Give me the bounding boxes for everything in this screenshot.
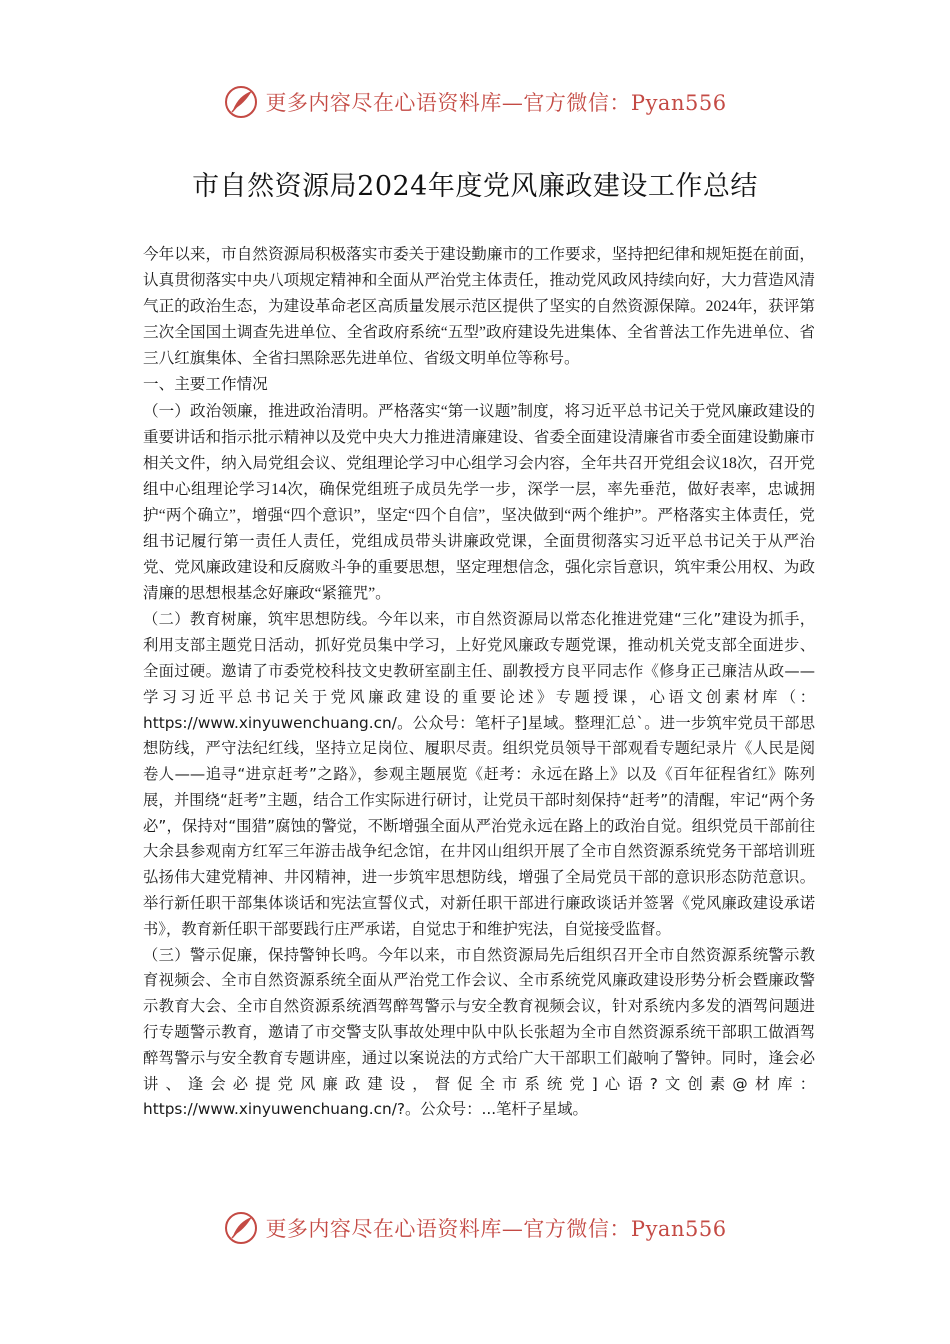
watermark-banner-top <box>0 82 950 122</box>
watermark-text: 更多内容尽在心语资料库—官方微信：Pyan556 <box>265 91 727 115</box>
watermark-text: 更多内容尽在心语资料库—官方微信：Pyan556 <box>265 1217 727 1241</box>
document-title: 市自然资源局2024年度党风廉政建设工作总结 <box>192 171 758 203</box>
subsection-warning-paragraph: （三）警示促廉，保持警钟长鸣。今年以来，市自然资源局先后组织召开全市自然资源系统警示教育视频会、全市自然资源系统全面从严治党工作会议、全市系统党风廉政建设形势分析会暨廉政警示教育大会、全市自然资源系统酒驾醉驾警示与安全教育视频会议，针对系统内多发的酒驾问题进行专题警示教育，邀请了市交警支队事故处理中队中队长张超为全市自然资源系统干部职工做酒驾醉驾警示与安全教育专题讲座，通过以案说法的方式给广大干部职工们敲响了警钟。同时，逢会必讲、逢会必提党风廉政建设，督促全市系统党]心语?文创素@材库：https://www.xinyuwenchuang.cn/?。公众号：...笔杆子星域。 <box>143 945 815 1119</box>
quill-logo-icon <box>223 84 259 120</box>
section-heading: 一、主要工作情况 <box>143 376 268 394</box>
document-body <box>143 242 815 1123</box>
quill-logo-icon <box>223 1210 259 1246</box>
watermark-banner-bottom <box>0 1208 950 1248</box>
subsection-education-paragraph: （二）教育树廉，筑牢思想防线。今年以来，市自然资源局以常态化推进党建“三化”建设为抓手，利用支部主题党日活动，抓好党员集中学习，上好党风廉政专题党课，推动机关党支部全面进步、全面过硬。邀请了市委党校科技文史教研室副主任、副教授方良平同志作《修身正己廉洁从政——学习习近平总书记关于党风廉政建设的重要论述》专题授课，心语文创素材库（：https://www.xinyuwenchuang.cn/。公众号：笔杆子]星域。整理汇总`。进一步筑牢党员干部思想防线，严守法纪红线，坚持立足岗位、履职尽责。组织党员领导干部观看专题纪录片《人民是阅卷人——追寻“进京赶考”之路》，参观主题展览《赶考：永远在路上》以及《百年征程省红》陈列展，并围绕“赶考”主题，结合工作实际进行研讨，让党员干部时刻保持“赶考”的清醒，牢记“两个务必”，保持对“围猎”腐蚀的警觉，不断增强全面从严治党永远在路上的政治自觉。组织党员干部前往大余县参观南方红军三年游击战争纪念馆，在井冈山组织开展了全市自然资源系统党务干部培训班弘扬伟大建党精神、井冈精神，进一步筑牢思想防线，增强了全局党员干部的意识形态防范意识。举行新任职干部集体谈话和宪法宣誓仪式，对新任职干部进行廉政谈话并签署《党风廉政建设承诺书》，教育新任职干部要践行庄严承诺，自觉忠于和维护宪法，自觉接受监督。 <box>143 610 815 938</box>
subsection-political-paragraph: （一）政治领廉，推进政治清明。严格落实“第一议题”制度，将习近平总书记关于党风廉政建设的重要讲话和指示批示精神以及党中央大力推进清廉建设、省委全面建设清廉省市委全面建设勤廉市相关文件，纳入局党组会议、党组理论学习中心组学习会内容，全年共召开党组会议18次，召开党组中心组理论学习14次，确保党组班子成员先学一步，深学一层，率先垂范，做好表率，忠诚拥护“两个确立”，增强“四个意识”，坚定“四个自信”，坚决做到“两个维护”。严格落实主体责任，党组书记履行第一责任人责任，党组成员带头讲廉政党课，全面贯彻落实习近平总书记关于从严治党、党风廉政建设和反腐败斗争的重要思想，坚定理想信念，强化宗旨意识，筑牢秉公用权、为政清廉的思想根基念好廉政“紧箍咒”。 <box>143 402 815 603</box>
intro-paragraph: 今年以来，市自然资源局积极落实市委关于建设勤廉市的工作要求，坚持把纪律和规矩挺在前面，认真贯彻落实中央八项规定精神和全面从严治党主体责任，推动党风政风持续向好，大力营造风清气正的政治生态，为建设革命老区高质量发展示范区提供了坚实的自然资源保障。2024年，获评第三次全国国土调查先进单位、全省政府系统“五型”政府建设先进集体、全省普法工作先进单位、省三八红旗集体、全省扫黑除恶先进单位、省级文明单位等称号。 <box>143 246 815 368</box>
